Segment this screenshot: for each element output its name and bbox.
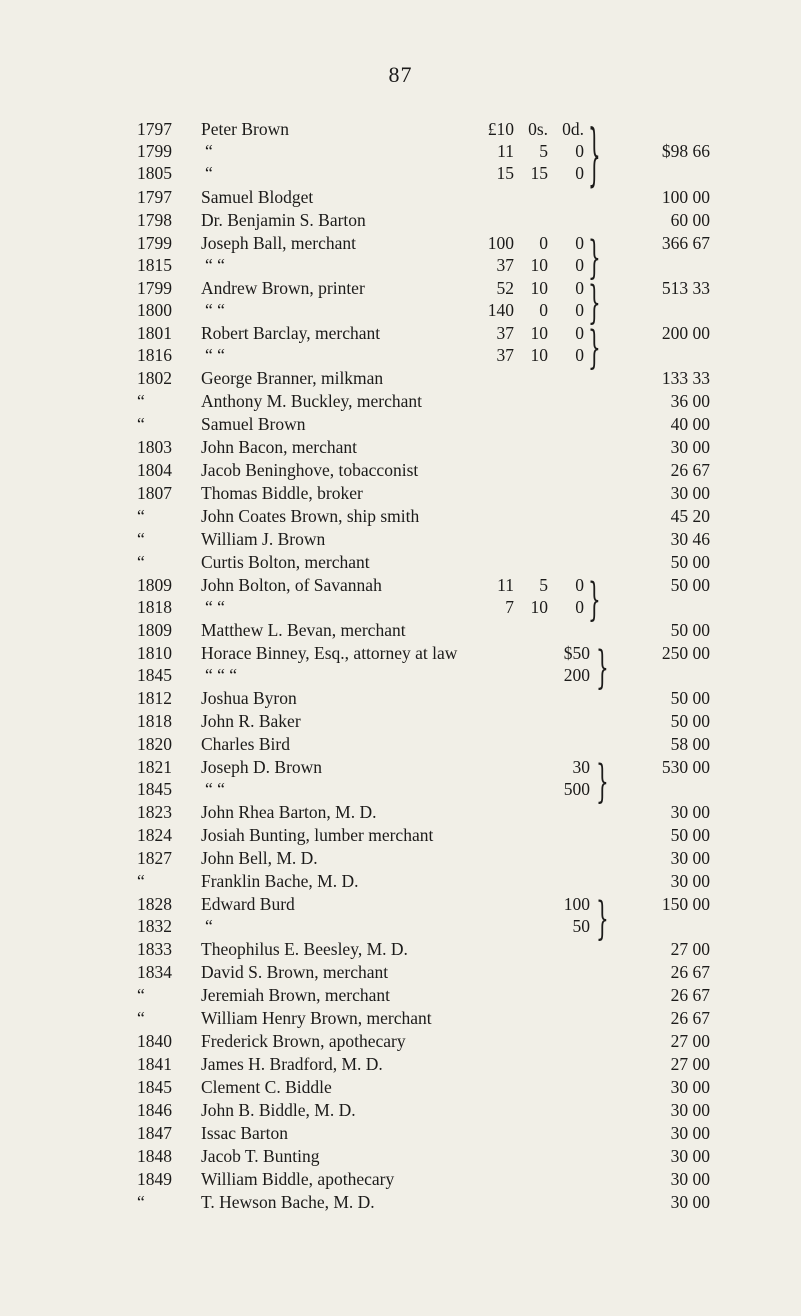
total-amount: 27 00 [670,1031,710,1051]
group-brace-icon: } [596,890,609,945]
entry-year: “ [137,414,145,434]
entry-name: Joseph D. Brown [201,757,323,777]
pounds-value: 7 [505,597,514,617]
ledger-row [0,232,801,254]
ledger-row [0,664,801,686]
ledger-row [0,1145,801,1167]
shillings-value: 5 [539,141,548,161]
ledger-row [0,482,801,504]
entry-year: 1821 [137,757,172,777]
entry-year: 1812 [137,688,172,708]
total-amount: 30 00 [670,437,710,457]
group-brace-icon: } [588,319,601,374]
ledger-row [0,344,801,366]
total-amount: 366 67 [661,233,710,253]
entry-year: 1809 [137,620,172,640]
entry-name: “ “ [205,345,225,365]
entry-name: Thomas Biddle, broker [201,483,363,503]
entry-name: Charles Bird [201,734,290,754]
ledger-row [0,1076,801,1098]
entry-year: 1834 [137,962,172,982]
entry-year: 1797 [137,119,172,139]
entry-name: George Branner, milkman [201,368,384,388]
entry-name: Jeremiah Brown, merchant [201,985,391,1005]
total-amount: 26 67 [670,460,710,480]
entry-name: “ [205,916,213,936]
entry-year: 1799 [137,141,172,161]
total-amount: 30 00 [670,1169,710,1189]
shillings-value: 15 [530,163,548,183]
total-amount: 30 00 [670,1077,710,1097]
entry-name: Anthony M. Buckley, merchant [201,391,422,411]
entry-year: 1807 [137,483,172,503]
entry-name: “ “ [205,597,225,617]
ledger-row [0,413,801,435]
ledger-row [0,299,801,321]
total-amount: 530 00 [661,757,710,777]
pence-value: 0 [575,278,584,298]
entry-year: “ [137,529,145,549]
ledger-row [0,140,801,162]
entry-year: “ [137,1192,145,1212]
entry-name: William J. Brown [201,529,326,549]
ledger-row [0,505,801,527]
entry-name: Theophilus E. Beesley, M. D. [201,939,408,959]
entry-name: “ “ “ [205,665,238,685]
total-amount: 60 00 [670,210,710,230]
entry-year: 1815 [137,255,172,275]
pence-value: 0 [575,255,584,275]
group-brace-icon: } [588,229,601,284]
ledger-row [0,118,801,140]
pence-value: 0 [575,233,584,253]
shillings-value: 10 [530,323,548,343]
total-amount: 513 33 [661,278,710,298]
entry-year: “ [137,985,145,1005]
pounds-value: 140 [487,300,514,320]
pence-value: 0 [575,345,584,365]
total-amount: 30 00 [670,802,710,822]
entry-year: 1833 [137,939,172,959]
entry-year: “ [137,1008,145,1028]
entry-name: Jacob T. Bunting [201,1146,320,1166]
ledger-row [0,390,801,412]
total-amount: 50 00 [670,620,710,640]
ledger-row [0,847,801,869]
ledger-row [0,186,801,208]
ledger-row [0,801,801,823]
pence-value: 0 [575,163,584,183]
shillings-value: 0 [539,233,548,253]
entry-year: 1840 [137,1031,172,1051]
ledger-row [0,1007,801,1029]
dollar-amount: $50 [563,643,590,663]
total-amount: 27 00 [670,939,710,959]
ledger-row [0,436,801,458]
ledger-row [0,984,801,1006]
total-amount: 30 00 [670,871,710,891]
entry-name: T. Hewson Bache, M. D. [201,1192,375,1212]
entry-year: 1827 [137,848,172,868]
total-amount: 30 00 [670,483,710,503]
dollar-amount: 30 [572,757,590,777]
entry-year: 1810 [137,643,172,663]
ledger-row [0,367,801,389]
entry-year: 1805 [137,163,172,183]
entry-name: Andrew Brown, printer [201,278,365,298]
pence-value: 0d. [562,119,584,139]
entry-year: “ [137,391,145,411]
total-amount: 27 00 [670,1054,710,1074]
entry-name: Samuel Blodget [201,187,314,207]
entry-name: David S. Brown, merchant [201,962,389,982]
entry-name: John Bacon, merchant [201,437,357,457]
entry-name: “ “ [205,300,225,320]
shillings-value: 10 [530,345,548,365]
entry-name: “ [205,163,213,183]
ledger-row [0,322,801,344]
ledger-row [0,528,801,550]
entry-year: 1803 [137,437,172,457]
ledger-row [0,551,801,573]
entry-year: 1845 [137,665,172,685]
pounds-value: 11 [497,141,514,161]
pence-value: 0 [575,323,584,343]
pence-value: 0 [575,575,584,595]
entry-year: 1846 [137,1100,172,1120]
entry-year: 1848 [137,1146,172,1166]
ledger-row [0,1191,801,1213]
total-amount: 30 00 [670,1192,710,1212]
ledger-row [0,1030,801,1052]
total-amount: 30 46 [670,529,710,549]
ledger-row [0,961,801,983]
pounds-value: 15 [496,163,514,183]
ledger-row [0,574,801,596]
entry-name: John Rhea Barton, M. D. [201,802,377,822]
ledger-row [0,824,801,846]
pence-value: 0 [575,300,584,320]
ledger-row [0,938,801,960]
entry-name: Clement C. Biddle [201,1077,332,1097]
shillings-value: 5 [539,575,548,595]
pence-value: 0 [575,141,584,161]
entry-name: Joseph Ball, merchant [201,233,357,253]
total-amount: 50 00 [670,552,710,572]
total-amount: 100 00 [661,187,710,207]
entry-name: “ “ [205,255,225,275]
pence-value: 0 [575,597,584,617]
total-amount: 30 00 [670,1100,710,1120]
entry-year: 1818 [137,597,172,617]
pounds-value: 52 [496,278,514,298]
shillings-value: 10 [530,255,548,275]
entry-year: 1816 [137,345,172,365]
page-number: 87 [388,62,413,87]
ledger-row [0,459,801,481]
group-brace-icon: } [588,274,601,329]
ledger-row [0,254,801,276]
entry-name: John R. Baker [201,711,301,731]
total-amount: 50 00 [670,688,710,708]
entry-name: Matthew L. Bevan, merchant [201,620,406,640]
entry-year: 1818 [137,711,172,731]
entry-name: Samuel Brown [201,414,306,434]
pounds-value: 37 [496,255,514,275]
entry-year: “ [137,871,145,891]
ledger-row [0,619,801,641]
entry-year: “ [137,552,145,572]
dollar-amount: 50 [572,916,590,936]
pounds-value: 11 [497,575,514,595]
entry-name: Edward Burd [201,894,295,914]
entry-year: 1845 [137,1077,172,1097]
entry-name: Robert Barclay, merchant [201,323,381,343]
dollar-amount: 500 [563,779,590,799]
total-amount: 40 00 [670,414,710,434]
entry-year: 1823 [137,802,172,822]
entry-year: 1799 [137,233,172,253]
total-amount: 250 00 [661,643,710,663]
ledger-row [0,756,801,778]
entry-name: Issac Barton [201,1123,288,1143]
entry-name: John Bolton, of Savannah [201,575,382,595]
group-brace-icon: } [596,639,609,694]
entry-name: “ [205,141,213,161]
ledger-row [0,1053,801,1075]
total-amount: 50 00 [670,825,710,845]
entry-year: 1824 [137,825,172,845]
entry-name: Horace Binney, Esq., attorney at law [201,643,458,663]
shillings-value: 10 [530,278,548,298]
entry-year: 1828 [137,894,172,914]
entry-year: 1800 [137,300,172,320]
pounds-value: 100 [487,233,514,253]
entry-name: James H. Bradford, M. D. [201,1054,383,1074]
entry-year: 1802 [137,368,172,388]
entry-name: William Biddle, apothecary [201,1169,395,1189]
entry-name: Curtis Bolton, merchant [201,552,370,572]
group-brace-icon: } [588,571,601,626]
entry-name: William Henry Brown, merchant [201,1008,432,1028]
entry-year: 1809 [137,575,172,595]
ledger-row [0,1122,801,1144]
ledger-row [0,778,801,800]
total-amount: 30 00 [670,848,710,868]
ledger-row [0,915,801,937]
ledger-row [0,733,801,755]
entry-year: 1804 [137,460,172,480]
entry-name: Jacob Beninghove, tobacconist [201,460,419,480]
entry-year: 1841 [137,1054,172,1074]
entry-year: 1820 [137,734,172,754]
entry-year: 1849 [137,1169,172,1189]
total-amount: $98 66 [661,141,710,161]
entry-name: Joshua Byron [201,688,297,708]
ledger-row [0,893,801,915]
total-amount: 26 67 [670,985,710,1005]
entry-name: Franklin Bache, M. D. [201,871,359,891]
entry-name: “ “ [205,779,225,799]
entry-name: John Bell, M. D. [201,848,318,868]
total-amount: 50 00 [670,575,710,595]
pounds-value: 37 [496,345,514,365]
entry-year: 1832 [137,916,172,936]
total-amount: 133 33 [661,368,710,388]
entry-year: 1845 [137,779,172,799]
total-amount: 150 00 [661,894,710,914]
ledger-row [0,1099,801,1121]
ledger-row [0,710,801,732]
entry-year: “ [137,506,145,526]
ledger-row [0,277,801,299]
ledger-row [0,596,801,618]
shillings-value: 0s. [528,119,548,139]
entry-name: John Coates Brown, ship smith [201,506,420,526]
dollar-amount: 100 [563,894,590,914]
entry-name: Dr. Benjamin S. Barton [201,210,366,230]
total-amount: 26 67 [670,1008,710,1028]
entry-year: 1847 [137,1123,172,1143]
ledger-row [0,687,801,709]
ledger-row [0,642,801,664]
entry-name: Peter Brown [201,119,289,139]
group-brace-icon: } [588,113,601,195]
entry-name: Frederick Brown, apothecary [201,1031,406,1051]
ledger-row [0,209,801,231]
total-amount: 58 00 [670,734,710,754]
total-amount: 30 00 [670,1146,710,1166]
shillings-value: 10 [530,597,548,617]
total-amount: 50 00 [670,711,710,731]
entry-name: John B. Biddle, M. D. [201,1100,356,1120]
ledger-row [0,162,801,184]
entry-year: 1798 [137,210,172,230]
entry-year: 1797 [137,187,172,207]
entry-year: 1799 [137,278,172,298]
pounds-value: £10 [487,119,514,139]
group-brace-icon: } [596,753,609,808]
entry-name: Josiah Bunting, lumber merchant [201,825,434,845]
total-amount: 45 20 [670,506,710,526]
entry-year: 1801 [137,323,172,343]
total-amount: 30 00 [670,1123,710,1143]
pounds-value: 37 [496,323,514,343]
total-amount: 36 00 [670,391,710,411]
ledger-row [0,1168,801,1190]
dollar-amount: 200 [563,665,590,685]
ledger-row [0,870,801,892]
shillings-value: 0 [539,300,548,320]
total-amount: 26 67 [670,962,710,982]
total-amount: 200 00 [661,323,710,343]
